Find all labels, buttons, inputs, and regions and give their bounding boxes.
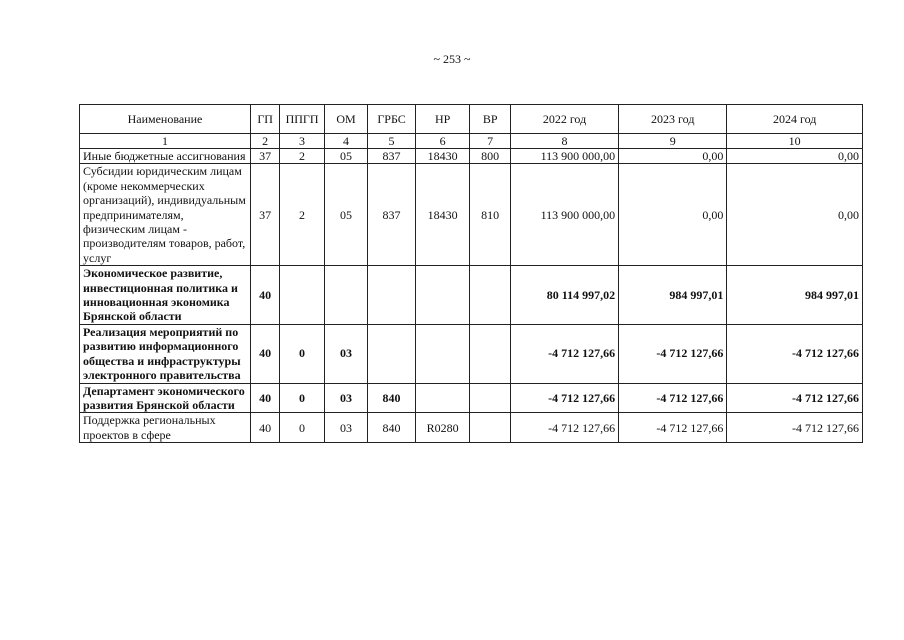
col-number: 9 bbox=[619, 134, 727, 149]
cell-nr bbox=[415, 266, 470, 325]
row-name: Реализация мероприятий по развитию информационного общества и инфраструктуры электронного правительства bbox=[80, 324, 251, 383]
cell-om bbox=[324, 266, 368, 325]
cell-2023: 984 997,01 bbox=[619, 266, 727, 325]
cell-2022: -4 712 127,66 bbox=[510, 413, 618, 443]
cell-ppgp bbox=[280, 266, 325, 325]
cell-2023: 0,00 bbox=[619, 164, 727, 266]
cell-ppgp: 2 bbox=[280, 164, 325, 266]
col-header-vr: ВР bbox=[470, 105, 510, 134]
cell-2024: -4 712 127,66 bbox=[727, 383, 863, 413]
row-name: Иные бюджетные ассигнования bbox=[80, 149, 251, 164]
cell-2022: 113 900 000,00 bbox=[510, 149, 618, 164]
budget-table bbox=[79, 104, 863, 443]
cell-vr bbox=[470, 324, 510, 383]
cell-vr bbox=[470, 266, 510, 325]
cell-vr: 800 bbox=[470, 149, 510, 164]
cell-gp: 37 bbox=[250, 164, 279, 266]
col-number: 7 bbox=[470, 134, 510, 149]
row-name: Субсидии юридическим лицам (кроме некоммерческих организаций), индивидуальным предпринимателям, физическим лицам - производителям товаров, работ, услуг bbox=[80, 164, 251, 266]
cell-2024: -4 712 127,66 bbox=[727, 324, 863, 383]
cell-nr: 18430 bbox=[415, 164, 470, 266]
cell-2022: -4 712 127,66 bbox=[510, 324, 618, 383]
table-row bbox=[80, 164, 863, 266]
col-header-ppgp: ППГП bbox=[280, 105, 325, 134]
header-row bbox=[80, 105, 863, 134]
cell-gp: 37 bbox=[250, 149, 279, 164]
cell-2022: 80 114 997,02 bbox=[510, 266, 618, 325]
cell-nr: 18430 bbox=[415, 149, 470, 164]
cell-ppgp: 0 bbox=[280, 413, 325, 443]
cell-gp: 40 bbox=[250, 324, 279, 383]
cell-om: 03 bbox=[324, 413, 368, 443]
cell-2022: 113 900 000,00 bbox=[510, 164, 618, 266]
col-number: 10 bbox=[727, 134, 863, 149]
cell-2023: 0,00 bbox=[619, 149, 727, 164]
cell-grbs: 837 bbox=[368, 164, 416, 266]
col-header-gp: ГП bbox=[250, 105, 279, 134]
cell-ppgp: 0 bbox=[280, 324, 325, 383]
cell-grbs: 837 bbox=[368, 149, 416, 164]
cell-grbs bbox=[368, 324, 416, 383]
cell-nr bbox=[415, 324, 470, 383]
col-header-2024: 2024 год bbox=[727, 105, 863, 134]
cell-om: 03 bbox=[324, 383, 368, 413]
cell-ppgp: 2 bbox=[280, 149, 325, 164]
col-number: 4 bbox=[324, 134, 368, 149]
cell-om: 03 bbox=[324, 324, 368, 383]
cell-vr: 810 bbox=[470, 164, 510, 266]
cell-om: 05 bbox=[324, 164, 368, 266]
page-number: ~ 253 ~ bbox=[433, 52, 471, 66]
cell-vr bbox=[470, 383, 510, 413]
table-row bbox=[80, 149, 863, 164]
cell-2023: -4 712 127,66 bbox=[619, 383, 727, 413]
cell-2024: 0,00 bbox=[727, 149, 863, 164]
col-header-2022: 2022 год bbox=[510, 105, 618, 134]
col-header-grbs: ГРБС bbox=[368, 105, 416, 134]
row-name: Экономическое развитие, инвестиционная политика и инновационная экономика Брянской области bbox=[80, 266, 251, 325]
row-name: Департамент экономического развития Брянской области bbox=[80, 383, 251, 413]
cell-2024: 984 997,01 bbox=[727, 266, 863, 325]
cell-ppgp: 0 bbox=[280, 383, 325, 413]
col-number: 1 bbox=[80, 134, 251, 149]
table-row bbox=[80, 266, 863, 325]
col-number: 6 bbox=[415, 134, 470, 149]
cell-2024: 0,00 bbox=[727, 164, 863, 266]
column-number-row bbox=[80, 134, 863, 149]
cell-nr bbox=[415, 383, 470, 413]
cell-gp: 40 bbox=[250, 413, 279, 443]
table-row bbox=[80, 413, 863, 443]
cell-om: 05 bbox=[324, 149, 368, 164]
col-number: 3 bbox=[280, 134, 325, 149]
col-header-name: Наименование bbox=[80, 105, 251, 134]
col-number: 2 bbox=[250, 134, 279, 149]
cell-grbs bbox=[368, 266, 416, 325]
cell-2024: -4 712 127,66 bbox=[727, 413, 863, 443]
row-name: Поддержка региональных проектов в сфере bbox=[80, 413, 251, 443]
cell-grbs: 840 bbox=[368, 413, 416, 443]
col-header-2023: 2023 год bbox=[619, 105, 727, 134]
cell-vr bbox=[470, 413, 510, 443]
cell-nr: R0280 bbox=[415, 413, 470, 443]
cell-2023: -4 712 127,66 bbox=[619, 324, 727, 383]
table-row bbox=[80, 324, 863, 383]
cell-gp: 40 bbox=[250, 266, 279, 325]
col-number: 8 bbox=[510, 134, 618, 149]
cell-grbs: 840 bbox=[368, 383, 416, 413]
col-number: 5 bbox=[368, 134, 416, 149]
col-header-nr: НР bbox=[415, 105, 470, 134]
table-row bbox=[80, 383, 863, 413]
cell-2022: -4 712 127,66 bbox=[510, 383, 618, 413]
cell-2023: -4 712 127,66 bbox=[619, 413, 727, 443]
col-header-om: ОМ bbox=[324, 105, 368, 134]
cell-gp: 40 bbox=[250, 383, 279, 413]
